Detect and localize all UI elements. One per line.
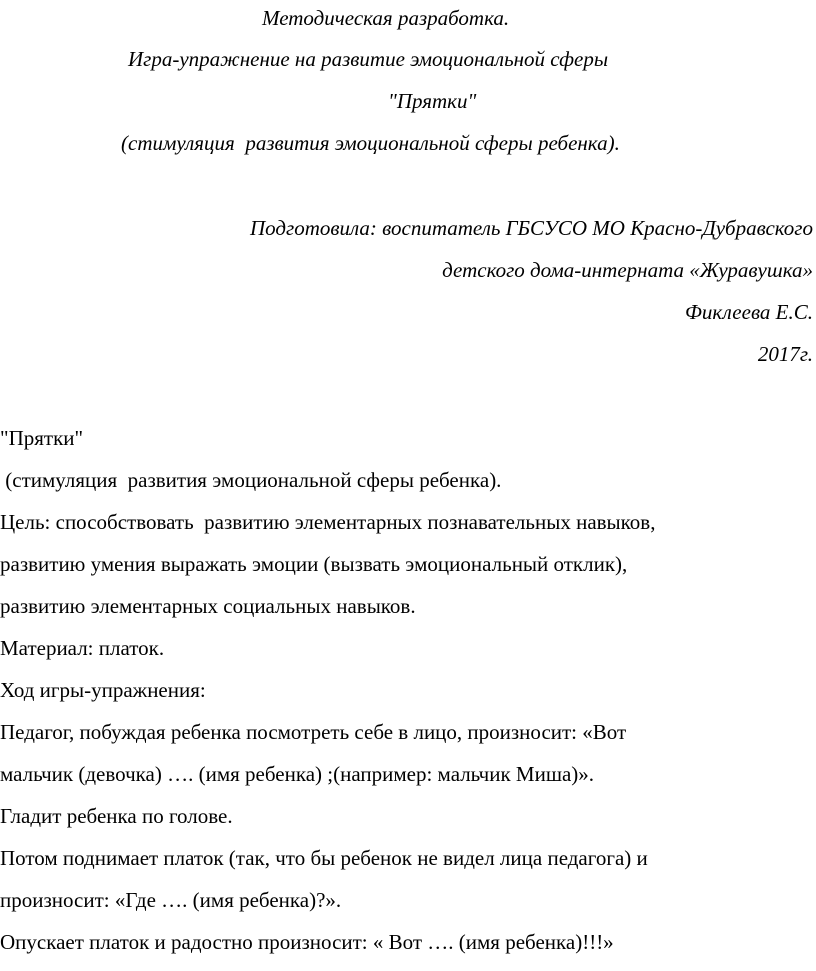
goal-line-2: развитию умения выражать эмоции (вызвать эмоциональный отклик), — [0, 552, 628, 576]
procedure-heading: Ход игры-упражнения: — [0, 678, 206, 702]
author-name: Фиклеева Е.С. — [684, 300, 813, 324]
doc-kind-line: Методическая разработка. — [262, 6, 510, 30]
doc-subtitle: (стимуляция развития эмоциональной сферы ребенка). — [121, 131, 620, 155]
doc-game-name: "Прятки" — [388, 89, 477, 113]
procedure-step-1-line-2: мальчик (девочка) …. (имя ребенка) ;(например: мальчик Миша)». — [0, 762, 595, 786]
body-subtitle: (стимуляция развития эмоциональной сферы ребенка). — [0, 468, 502, 492]
procedure-step-3-line-1: Потом поднимает платок (так, что бы ребенок не видел лица педагога) и — [0, 846, 648, 870]
goal-line-3: развитию элементарных социальных навыков. — [0, 594, 416, 618]
procedure-step-2: Гладит ребенка по голове. — [0, 804, 233, 828]
author-line-2: детского дома-интерната «Журавушка» — [442, 258, 813, 282]
author-line-1: Подготовила: воспитатель ГБСУСО МО Красно-Дубравского — [250, 216, 813, 240]
procedure-step-4: Опускает платок и радостно произносит: « Вот …. (имя ребенка)!!!» — [0, 930, 614, 954]
body-title: "Прятки" — [0, 426, 84, 450]
goal-line-1: Цель: способствовать развитию элементарных познавательных навыков, — [0, 510, 656, 534]
material-line: Материал: платок. — [0, 636, 165, 660]
procedure-step-1-line-1: Педагог, побуждая ребенка посмотреть себе в лицо, произносит: «Вот — [0, 720, 627, 744]
procedure-step-3-line-2: произносит: «Где …. (имя ребенка)?». — [0, 888, 342, 912]
doc-title-line: Игра-упражнение на развитие эмоциональной сферы — [128, 47, 609, 71]
author-year: 2017г. — [757, 342, 813, 366]
